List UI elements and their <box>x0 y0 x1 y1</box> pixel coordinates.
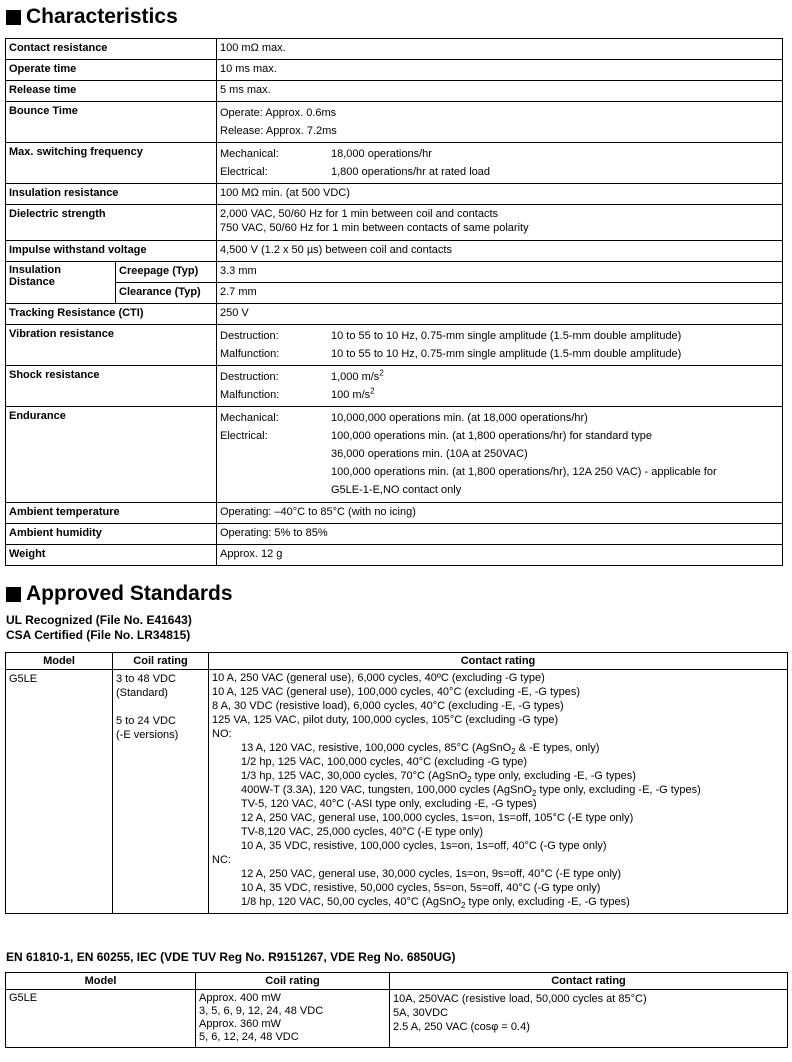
column-header: Contact rating <box>390 973 788 990</box>
row-label: Vibration resistance <box>6 325 217 366</box>
table-row <box>6 524 783 545</box>
row-label: Impulse withstand voltage <box>6 241 217 262</box>
model-cell: G5LE <box>6 670 113 914</box>
table-row <box>6 184 783 205</box>
row-label: Ambient humidity <box>6 524 217 545</box>
ul-csa-table <box>5 652 788 914</box>
column-header: Coil rating <box>113 653 209 670</box>
row-value: Operating: –40°C to 85°C (with no icing) <box>217 503 783 524</box>
model-cell: G5LE <box>6 990 196 1048</box>
row-label: Max. switching frequency <box>6 143 217 184</box>
table-row <box>6 81 783 102</box>
table-row <box>6 325 783 366</box>
table-row <box>6 545 783 566</box>
row-value: Operating: 5% to 85% <box>217 524 783 545</box>
row-value: Destruction: 10 to 55 to 10 Hz, 0.75-mm single amplitude (1.5-mm double amplitude) Malfunction: 10 to 55 to 10 Hz, 0.75-mm single amplitude (1.5-mm double amplitude) <box>217 325 783 366</box>
row-label: Ambient temperature <box>6 503 217 524</box>
table-row <box>6 670 788 914</box>
table-row <box>6 39 783 60</box>
row-label: Weight <box>6 545 217 566</box>
table-row <box>6 205 783 241</box>
row-value: Mechanical: 18,000 operations/hr Electrical: 1,800 operations/hr at rated load <box>217 143 783 184</box>
row-label: Insulation Distance <box>6 262 116 304</box>
vde-standard-label: EN 61810-1, EN 60255, IEC (VDE TUV Reg No. R9151267, VDE Reg No. 6850UG) <box>6 950 456 964</box>
row-label: Contact resistance <box>6 39 217 60</box>
row-value: Mechanical: 10,000,000 operations min. (at 18,000 operations/hr) Electrical: 100,000 operations min. (at 1,800 operations/hr) for standard type 36,000 operations min. (10A at 250VAC) 100,000 operations min. (at 1,800 operations/hr), 12A 250 VAC) - applicable for G5LE-1-E,NO contact only <box>217 407 783 503</box>
square-bullet-icon <box>6 10 21 25</box>
row-label: Insulation resistance <box>6 184 217 205</box>
table-row <box>6 990 788 1048</box>
row-value: 3.3 mm <box>217 262 783 283</box>
row-sublabel: Clearance (Typ) <box>116 283 217 304</box>
row-label: Tracking Resistance (CTI) <box>6 304 217 325</box>
row-value: Destruction: 1,000 $m/s^2$ Malfunction: 100 $m/s^2$ <box>217 366 783 407</box>
ul-recognized-label: UL Recognized (File No. E41643) <box>6 613 192 627</box>
row-label: Endurance <box>6 407 217 503</box>
column-header: Model <box>6 973 196 990</box>
table-row <box>6 102 783 143</box>
contact-cell: 10 A, 250 VAC (general use), 6,000 cycles, 40ºC (excluding -G type) 10 A, 125 VAC (general use), 100,000 cycles, 40°C (excluding -E, -G types) 8 A, 30 VDC (resistive load), 6,000 cycles, 40°C (excluding -E, -G types) 125 VA, 125 VAC, pilot duty, 100,000 cycles, 105°C (excluding -G type) NO: 13 A, 120 VAC, resistive, 100,000 cycles, 85°C (AgSnO$_2$ & -E types, only) 1/2 hp, 125 VAC, 100,000 cycles, 40°C (excluding -G type) 1/3 hp, 125 VAC, 30,000 cycles, 70°C (AgSnO$_2$ type only, excluding -E, -G types) 400W-T (3.3A), 120 VAC, tungsten, 100,000 cycles (AgSnO$_2$ type only, excluding -E, -G types) TV-5, 120 VAC, 40°C (-ASI type only, excluding -E, -G types) 12 A, 250 VAC, general use, 100,000 cycles, 1s=on, 1s=off, 105°C (-E type only) TV-8,120 VAC, 25,000 cycles, 40°C (-E type only) 10 A, 35 VDC, resistive, 100,000 cycles, 1s=on, 1s=off, 40°C (-G type only) NC: 12 A, 250 VAC, general use, 30,000 cycles, 1s=on, 9s=off, 40°C (-E type only) 10 A, 35 VDC, resistive, 50,000 cycles, 5s=on, 5s=off, 40°C (-G type only) 1/8 hp, 120 VAC, 50,00 cycles, 40°C (AgSnO$_2$ type only, excluding -E, -G types) <box>209 670 788 914</box>
table-row <box>6 366 783 407</box>
column-header: Model <box>6 653 113 670</box>
table-row <box>6 407 783 503</box>
table-row <box>6 262 783 283</box>
table-row <box>6 304 783 325</box>
approved-standards-heading: Approved Standards <box>6 582 233 606</box>
row-value: 4,500 V (1.2 x 50 µs) between coil and contacts <box>217 241 783 262</box>
table-row <box>6 60 783 81</box>
coil-cell: Approx. 400 mW 3, 5, 6, 9, 12, 24, 48 VDC Approx. 360 mW 5, 6, 12, 24, 48 VDC <box>196 990 390 1048</box>
characteristics-heading: Characteristics <box>6 5 178 29</box>
table-row <box>6 503 783 524</box>
column-header: Coil rating <box>196 973 390 990</box>
row-value: 10 ms max. <box>217 60 783 81</box>
coil-cell: 3 to 48 VDC (Standard) 5 to 24 VDC (-E versions) <box>113 670 209 914</box>
table-header-row <box>6 973 788 990</box>
table-row <box>6 143 783 184</box>
contact-cell: 10A, 250VAC (resistive load, 50,000 cycles at 85°C) 5A, 30VDC 2.5 A, 250 VAC (cosφ = 0.4) <box>390 990 788 1048</box>
row-label: Release time <box>6 81 217 102</box>
table-header-row <box>6 653 788 670</box>
csa-certified-label: CSA Certified (File No. LR34815) <box>6 628 191 642</box>
characteristics-table <box>5 38 783 566</box>
row-label: Operate time <box>6 60 217 81</box>
row-value: 2.7 mm <box>217 283 783 304</box>
square-bullet-icon <box>6 587 21 602</box>
table-row <box>6 283 783 304</box>
row-value: 5 ms max. <box>217 81 783 102</box>
vde-table <box>5 972 788 1048</box>
row-value: 100 MΩ min. (at 500 VDC) <box>217 184 783 205</box>
row-label: Bounce Time <box>6 102 217 143</box>
row-value: 250 V <box>217 304 783 325</box>
row-value: Operate: Approx. 0.6ms Release: Approx. 7.2ms <box>217 102 783 143</box>
row-sublabel: Creepage (Typ) <box>116 262 217 283</box>
row-label: Shock resistance <box>6 366 217 407</box>
row-label: Dielectric strength <box>6 205 217 241</box>
row-value: 100 mΩ max. <box>217 39 783 60</box>
row-value: Approx. 12 g <box>217 545 783 566</box>
table-row <box>6 241 783 262</box>
column-header: Contact rating <box>209 653 788 670</box>
row-value: 2,000 VAC, 50/60 Hz for 1 min between coil and contacts 750 VAC, 50/60 Hz for 1 min between contacts of same polarity <box>217 205 783 241</box>
